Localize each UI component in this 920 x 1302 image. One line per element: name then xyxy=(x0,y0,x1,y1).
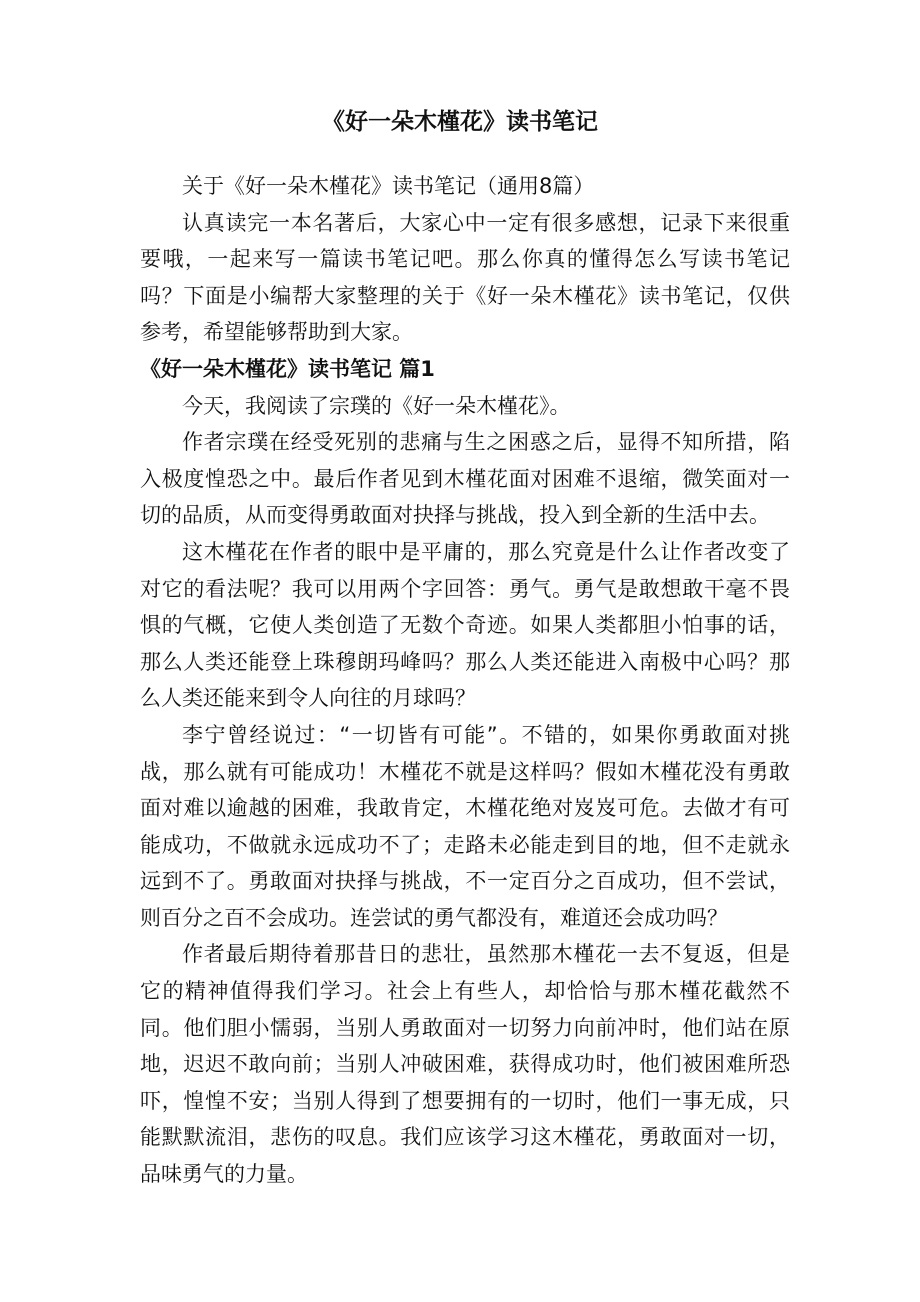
body-paragraph-2: 作者宗璞在经受死别的悲痛与生之困惑之后，显得不知所措，陷入极度惶恐之中。最后作者见到木槿花面对困难不退缩，微笑面对一切的品质，从而变得勇敢面对抉择与挑战，投入到全新的生活中去。 xyxy=(140,430,790,528)
intro-subtitle: 关于《好一朵木槿花》读书笔记（通用8篇） xyxy=(182,174,595,198)
body-paragraph-4: 李宁曾经说过：“一切皆有可能”。不错的，如果你勇敢面对挑战，那么就有可能成功！木槿花不就是这样吗？假如木槿花没有勇敢面对难以逾越的困难，我敢肯定，木槿花绝对岌岌可危。去做才有可能成功，不做就永远成功不了；走路未必能走到目的地，但不走就永远到不了。勇敢面对抉择与挑战，不一定百分之百成功，但不尝试，则百分之百不会成功。连尝试的勇气都没有，难道还会成功吗？ xyxy=(140,722,790,930)
document-body xyxy=(140,168,790,1193)
body-paragraph-3: 这木槿花在作者的眼中是平庸的，那么究竟是什么让作者改变了对它的看法呢？我可以用两个字回答：勇气。勇气是敢想敢干毫不畏惧的气概，它使人类创造了无数个奇迹。如果人类都胆小怕事的话，那么人类还能登上珠穆朗玛峰吗？那么人类还能进入南极中心吗？那么人类还能来到令人向往的月球吗？ xyxy=(140,539,790,711)
body-paragraph-1: 今天，我阅读了宗璞的《好一朵木槿花》。 xyxy=(182,393,571,418)
document-title: 《好一朵木槿花》读书笔记 xyxy=(322,109,598,135)
body-paragraph-5: 作者最后期待着那昔日的悲壮，虽然那木槿花一去不复返，但是它的精神值得我们学习。社会上有些人，却恰恰与那木槿花截然不同。他们胆小懦弱，当别人勇敢面对一切努力向前冲时，他们站在原地，迟迟不敢向前；当别人冲破困难，获得成功时，他们被困难所恐吓，惶惶不安；当别人得到了想要拥有的一切时，他们一事无成，只能默默流泪，悲伤的叹息。我们应该学习这木槿花，勇敢面对一切，品味勇气的力量。 xyxy=(140,942,790,1187)
intro-paragraph: 认真读完一本名著后，大家心中一定有很多感想，记录下来很重要哦，一起来写一篇读书笔记吧。那么你真的懂得怎么写读书笔记吗？下面是小编帮大家整理的关于《好一朵木槿花》读书笔记，仅供参考，希望能够帮助到大家。 xyxy=(140,210,790,345)
section-heading: 《好一朵木槿花》读书笔记 篇1 xyxy=(140,356,435,381)
